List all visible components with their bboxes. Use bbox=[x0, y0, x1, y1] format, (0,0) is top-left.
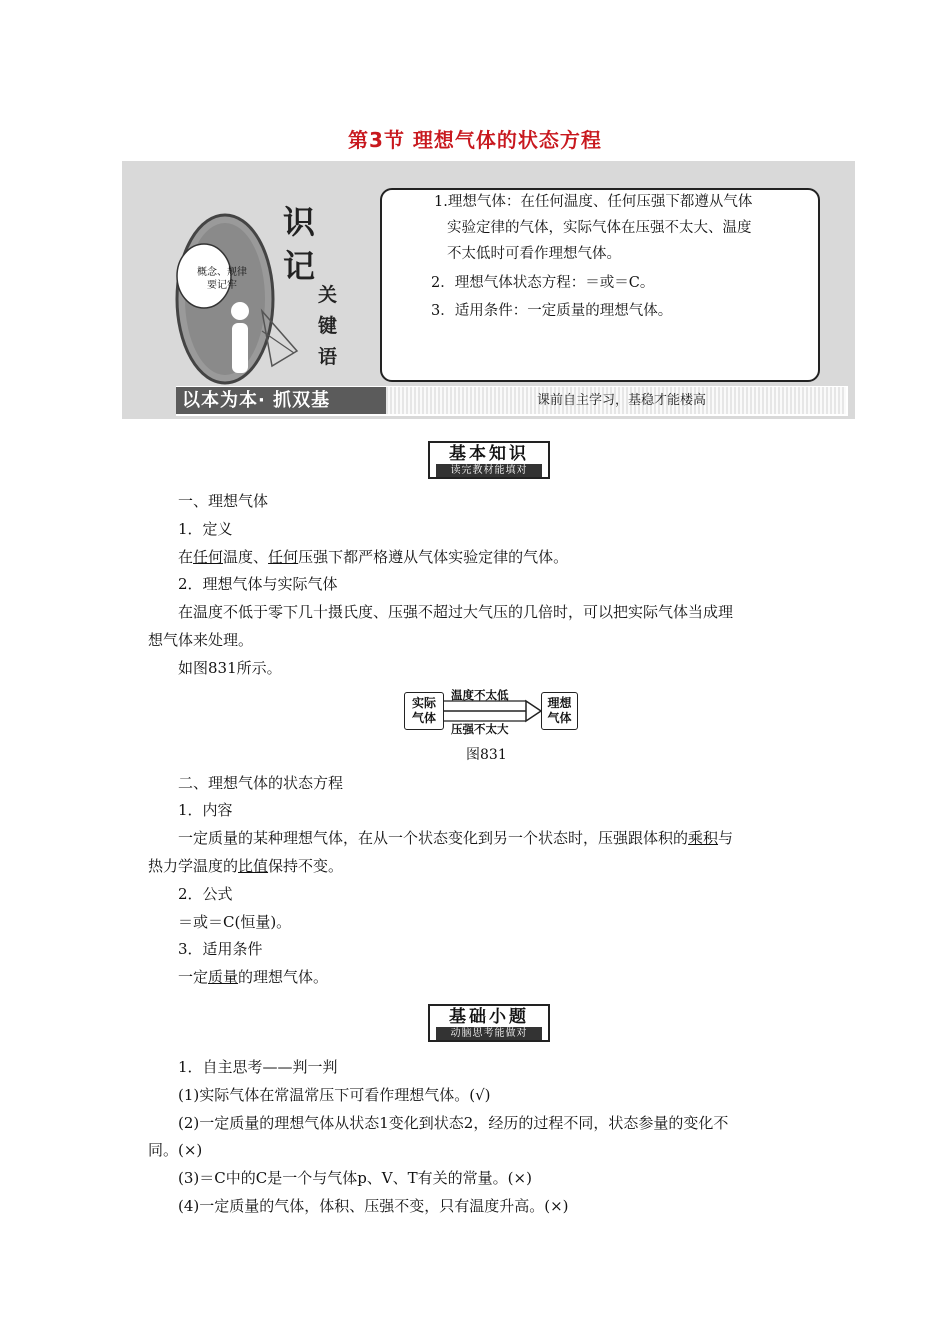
figure-caption: 图831 bbox=[466, 747, 507, 763]
label-pressure-condition: 压强不太大 bbox=[451, 722, 509, 736]
key-point-1c: 不太低时可看作理想气体。 bbox=[447, 246, 621, 262]
heading-ideal-gas: 一、理想气体 bbox=[178, 492, 269, 510]
strip-label-right: 课前自主学习，基稳才能楼高 bbox=[386, 387, 846, 414]
section-header-basic-questions: 基础小题 动脑思考能做对 bbox=[428, 1004, 550, 1042]
key-point-2: 2．理想气体状态方程：＝或＝C。 bbox=[431, 275, 655, 291]
question-heading: 1．自主思考——判一判 bbox=[178, 1058, 338, 1076]
question-item: (3)＝C中的C是一个与气体p、V、T有关的常量。(×) bbox=[178, 1169, 532, 1187]
conditions-text: 一定质量的理想气体。 bbox=[178, 968, 329, 986]
subheading-definition: 1．定义 bbox=[178, 520, 233, 538]
subheading-formula: 2．公式 bbox=[178, 885, 233, 903]
box-real-gas: 实际 气体 bbox=[404, 692, 444, 730]
subheading-ideal-vs-real: 2．理想气体与实际气体 bbox=[178, 575, 338, 593]
vertical-heading-large: 识 记 bbox=[283, 203, 316, 285]
subheading-conditions: 3．适用条件 bbox=[178, 940, 263, 958]
content-text: 一定质量的某种理想气体，在从一个状态变化到另一个状态时，压强跟体积的乘积与 bbox=[178, 829, 734, 847]
definition-text: 在任何温度、任何压强下都严格遵从气体实验定律的气体。 bbox=[178, 548, 569, 566]
banner-illustration bbox=[122, 161, 422, 419]
question-item: (1)实际气体在常温常压下可看作理想气体。(√) bbox=[178, 1086, 491, 1104]
paragraph-line: 在温度不低于零下几十摄氏度、压强不超过大气压的几倍时，可以把实际气体当成理 bbox=[178, 603, 734, 621]
vertical-heading-small: 关 键 语 bbox=[318, 284, 338, 368]
circle-caption: 概念、规律 要记牢 bbox=[197, 267, 247, 291]
subheading-content: 1．内容 bbox=[178, 801, 233, 819]
key-point-1a: 1.理想气体：在任何温度、任何压强下都遵从气体 bbox=[434, 194, 753, 210]
section-header-basic-knowledge: 基本知识 读完教材能填对 bbox=[428, 441, 550, 479]
question-item: (4)一定质量的气体，体积、压强不变，只有温度升高。(×) bbox=[178, 1197, 569, 1215]
heading-state-equation: 二、理想气体的状态方程 bbox=[178, 774, 344, 792]
formula-text: ＝或＝C(恒量)。 bbox=[178, 913, 292, 931]
label-temperature-condition: 温度不太低 bbox=[451, 688, 509, 702]
figure-reference: 如图831所示。 bbox=[178, 659, 282, 677]
box-ideal-gas: 理想 气体 bbox=[541, 692, 578, 730]
question-item: (2)一定质量的理想气体从状态1变化到状态2，经历的过程不同，状态参量的变化不 bbox=[178, 1114, 729, 1132]
page-title: 第3节 理想气体的状态方程 bbox=[348, 128, 602, 152]
key-point-1b: 实验定律的气体，实际气体在压强不太大、温度 bbox=[447, 220, 752, 236]
question-item-continued: 同。(×) bbox=[148, 1141, 203, 1159]
key-point-3: 3．适用条件：一定质量的理想气体。 bbox=[431, 303, 673, 319]
content-text: 热力学温度的比值保持不变。 bbox=[148, 857, 344, 875]
strip-label-left: 以本为本· 抓双基 bbox=[176, 387, 386, 414]
paragraph-line: 想气体来处理。 bbox=[148, 631, 254, 649]
